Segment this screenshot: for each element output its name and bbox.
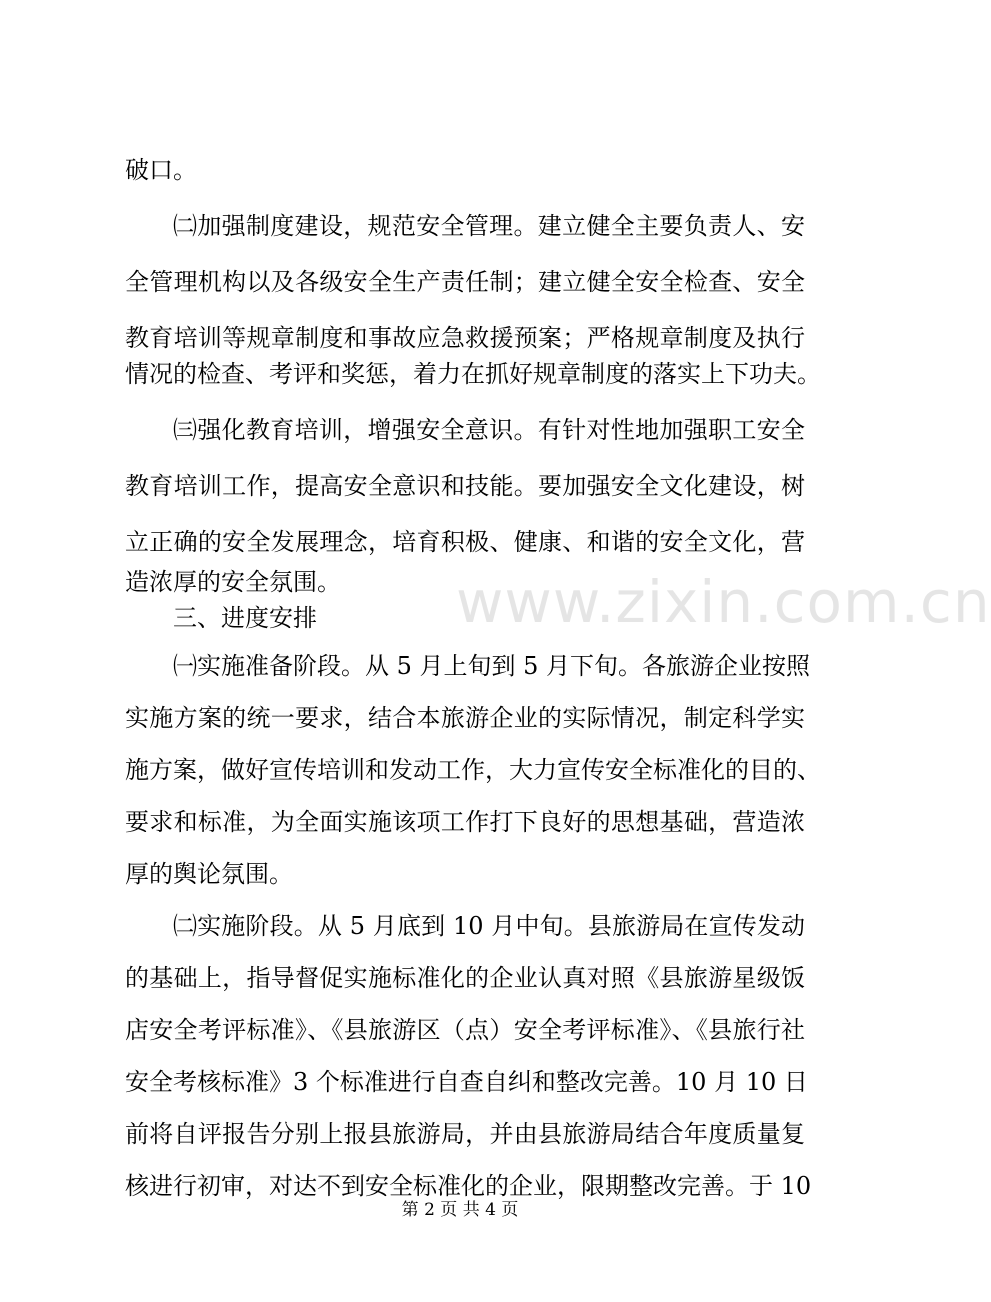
paragraph-line: 造浓厚的安全氛围。 [125,568,341,596]
paragraph-line: ㈡实施阶段。从 5 月底到 10 月中旬。县旅游局在宣传发动 [173,912,805,940]
paragraph-line: ㈠实施准备阶段。从 5 月上旬到 5 月下旬。各旅游企业按照 [173,652,811,680]
paragraph-line: 教育培训等规章制度和事故应急救援预案；严格规章制度及执行 [125,324,805,352]
paragraph-line: 立正确的安全发展理念，培育积极、健康、和谐的安全文化，营 [125,528,805,556]
paragraph-line: 全管理机构以及各级安全生产责任制；建立健全安全检查、安全 [125,268,805,296]
paragraph-line: 教育培训工作，提高安全意识和技能。要加强安全文化建设，树 [125,472,805,500]
paragraph-line: ㈡加强制度建设，规范安全管理。建立健全主要负责人、安 [173,212,805,240]
paragraph-line: 安全考核标准》3 个标准进行自查自纠和整改完善。10 月 10 日 [125,1068,808,1096]
paragraph-line: 情况的检查、考评和奖惩，着力在抓好规章制度的落实上下功夫。 [125,360,821,388]
paragraph-line: 店安全考评标准》、《县旅游区（点）安全考评标准》、《县旅行社 [125,1016,805,1044]
paragraph-line: 的基础上，指导督促实施标准化的企业认真对照《县旅游星级饭 [125,964,805,992]
paragraph-line: 破口。 [125,156,197,184]
paragraph-line: 核进行初审，对达不到安全标准化的企业，限期整改完善。于 10 [125,1172,812,1200]
paragraph-line: 施方案，做好宣传培训和发动工作，大力宣传安全标准化的目的、 [125,756,821,784]
paragraph-line: ㈢强化教育培训，增强安全意识。有针对性地加强职工安全 [173,416,805,444]
section-heading: 三、进度安排 [173,604,317,632]
watermark-text: www.zixin.com.cn [456,568,991,636]
paragraph-line: 厚的舆论氛围。 [125,860,293,888]
page-footer: 第 2 页 共 4 页 [401,1200,519,1220]
paragraph-line: 实施方案的统一要求，结合本旅游企业的实际情况，制定科学实 [125,704,805,732]
paragraph-line: 要求和标准，为全面实施该项工作打下良好的思想基础，营造浓 [125,808,805,836]
paragraph-line: 前将自评报告分别上报县旅游局，并由县旅游局结合年度质量复 [125,1120,805,1148]
